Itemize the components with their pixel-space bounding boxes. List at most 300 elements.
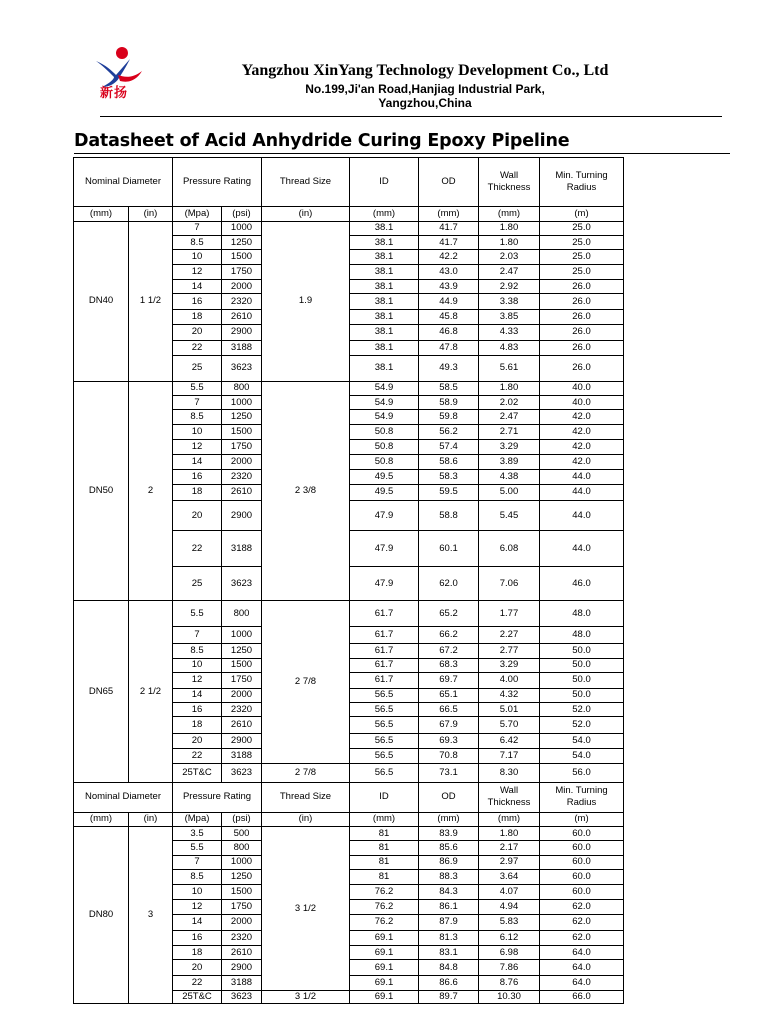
pressure-psi: 800: [222, 841, 262, 855]
thread-size: 2 7/8: [262, 601, 350, 764]
pressure-mpa: 22: [173, 749, 222, 764]
inner-diameter: 54.9: [350, 381, 419, 395]
pressure-mpa: 20: [173, 325, 222, 340]
unit-cell: (mm): [350, 207, 419, 221]
outer-diameter: 65.2: [419, 601, 479, 627]
unit-cell: (mm): [419, 812, 479, 826]
company-address: [160, 82, 690, 110]
min-turning-radius: 25.0: [540, 221, 624, 235]
pressure-mpa: 12: [173, 264, 222, 279]
thread-size: 2 3/8: [262, 381, 350, 601]
outer-diameter: 56.2: [419, 424, 479, 439]
pressure-psi: 2900: [222, 325, 262, 340]
wall-thickness: 6.08: [479, 531, 540, 567]
header-divider: [100, 116, 722, 117]
inner-diameter: 76.2: [350, 899, 419, 914]
pressure-psi: 3623: [222, 991, 262, 1004]
units-row: [74, 812, 624, 826]
wall-thickness: 7.06: [479, 567, 540, 601]
pressure-mpa: 8.5: [173, 644, 222, 658]
units-row: [74, 207, 624, 221]
min-turning-radius: 26.0: [540, 340, 624, 355]
outer-diameter: 47.8: [419, 340, 479, 355]
inner-diameter: 56.5: [350, 688, 419, 702]
pressure-psi: 3188: [222, 975, 262, 990]
pressure-psi: 1000: [222, 221, 262, 235]
unit-cell: (psi): [222, 812, 262, 826]
pressure-psi: 2900: [222, 733, 262, 748]
inner-diameter: 38.1: [350, 264, 419, 279]
outer-diameter: 58.9: [419, 396, 479, 410]
header-row: [74, 158, 624, 207]
nominal-diameter-mm: DN80: [74, 827, 129, 1004]
min-turning-radius: 60.0: [540, 870, 624, 885]
nominal-diameter-in: 2: [129, 381, 173, 601]
page-title: Datasheet of Acid Anhydride Curing Epoxy Pipeline: [74, 131, 570, 151]
outer-diameter: 58.6: [419, 454, 479, 469]
outer-diameter: 67.2: [419, 644, 479, 658]
unit-cell: (in): [262, 812, 350, 826]
header-min-turning-radius: Min. Turning Radius: [540, 782, 624, 812]
min-turning-radius: 42.0: [540, 424, 624, 439]
inner-diameter: 56.5: [350, 749, 419, 764]
pressure-mpa: 10: [173, 885, 222, 899]
header-od: OD: [419, 782, 479, 812]
inner-diameter: 76.2: [350, 885, 419, 899]
table-row: [74, 601, 624, 627]
wall-thickness: 6.42: [479, 733, 540, 748]
pressure-mpa: 7: [173, 855, 222, 869]
outer-diameter: 73.1: [419, 764, 479, 782]
unit-cell: (mm): [479, 812, 540, 826]
inner-diameter: 38.1: [350, 356, 419, 382]
wall-thickness: 6.98: [479, 946, 540, 960]
min-turning-radius: 64.0: [540, 960, 624, 975]
outer-diameter: 69.7: [419, 673, 479, 688]
inner-diameter: 38.1: [350, 236, 419, 250]
nominal-diameter-mm: DN65: [74, 601, 129, 783]
outer-diameter: 87.9: [419, 915, 479, 930]
pressure-psi: 1750: [222, 673, 262, 688]
address-line-2: Yangzhou,China: [378, 96, 472, 110]
pressure-psi: 2610: [222, 946, 262, 960]
wall-thickness: 1.77: [479, 601, 540, 627]
inner-diameter: 38.1: [350, 325, 419, 340]
pressure-psi: 2320: [222, 469, 262, 484]
unit-cell: (in): [129, 812, 173, 826]
wall-thickness: 4.83: [479, 340, 540, 355]
pressure-psi: 1250: [222, 236, 262, 250]
wall-thickness: 4.38: [479, 469, 540, 484]
wall-thickness: 1.80: [479, 827, 540, 841]
outer-diameter: 86.9: [419, 855, 479, 869]
datasheet-table: [73, 157, 624, 1004]
min-turning-radius: 25.0: [540, 250, 624, 264]
nominal-diameter-in: 3: [129, 827, 173, 1004]
pressure-mpa: 5.5: [173, 601, 222, 627]
header-nominal-diameter: Nominal Diameter: [74, 782, 173, 812]
pressure-psi: 2000: [222, 280, 262, 294]
min-turning-radius: 56.0: [540, 764, 624, 782]
thread-size: 1.9: [262, 221, 350, 381]
outer-diameter: 44.9: [419, 294, 479, 309]
pressure-psi: 1750: [222, 440, 262, 454]
outer-diameter: 84.3: [419, 885, 479, 899]
wall-thickness: 7.17: [479, 749, 540, 764]
min-turning-radius: 54.0: [540, 749, 624, 764]
outer-diameter: 81.3: [419, 930, 479, 945]
pressure-psi: 3623: [222, 764, 262, 782]
nominal-diameter-in: 2 1/2: [129, 601, 173, 783]
unit-cell: (in): [262, 207, 350, 221]
outer-diameter: 42.2: [419, 250, 479, 264]
pressure-psi: 3188: [222, 749, 262, 764]
min-turning-radius: 42.0: [540, 440, 624, 454]
inner-diameter: 38.1: [350, 221, 419, 235]
inner-diameter: 61.7: [350, 658, 419, 672]
min-turning-radius: 26.0: [540, 280, 624, 294]
min-turning-radius: 62.0: [540, 930, 624, 945]
inner-diameter: 61.7: [350, 673, 419, 688]
pressure-mpa: 12: [173, 440, 222, 454]
outer-diameter: 59.8: [419, 410, 479, 424]
wall-thickness: 5.83: [479, 915, 540, 930]
inner-diameter: 38.1: [350, 280, 419, 294]
pressure-mpa: 25T&C: [173, 991, 222, 1004]
min-turning-radius: 40.0: [540, 381, 624, 395]
pressure-psi: 1250: [222, 644, 262, 658]
inner-diameter: 47.9: [350, 531, 419, 567]
wall-thickness: 3.64: [479, 870, 540, 885]
outer-diameter: 46.8: [419, 325, 479, 340]
wall-thickness: 1.80: [479, 381, 540, 395]
table-row: [74, 221, 624, 235]
inner-diameter: 61.7: [350, 644, 419, 658]
wall-thickness: 7.86: [479, 960, 540, 975]
unit-cell: (psi): [222, 207, 262, 221]
pressure-mpa: 18: [173, 946, 222, 960]
min-turning-radius: 44.0: [540, 485, 624, 500]
min-turning-radius: 25.0: [540, 236, 624, 250]
thread-size: 3 1/2: [262, 827, 350, 991]
min-turning-radius: 44.0: [540, 500, 624, 531]
pressure-psi: 1000: [222, 855, 262, 869]
inner-diameter: 49.5: [350, 485, 419, 500]
pressure-mpa: 20: [173, 500, 222, 531]
header-id: ID: [350, 782, 419, 812]
min-turning-radius: 50.0: [540, 658, 624, 672]
wall-thickness: 3.38: [479, 294, 540, 309]
pressure-mpa: 14: [173, 280, 222, 294]
unit-cell: (mm): [350, 812, 419, 826]
pressure-mpa: 22: [173, 531, 222, 567]
min-turning-radius: 40.0: [540, 396, 624, 410]
wall-thickness: 2.27: [479, 626, 540, 643]
min-turning-radius: 60.0: [540, 855, 624, 869]
inner-diameter: 81: [350, 827, 419, 841]
wall-thickness: 3.89: [479, 454, 540, 469]
thread-size: 2 7/8: [262, 764, 350, 782]
pressure-psi: 2320: [222, 930, 262, 945]
unit-cell: (mm): [419, 207, 479, 221]
min-turning-radius: 66.0: [540, 991, 624, 1004]
inner-diameter: 81: [350, 870, 419, 885]
pressure-mpa: 20: [173, 960, 222, 975]
inner-diameter: 56.5: [350, 717, 419, 733]
wall-thickness: 10.30: [479, 991, 540, 1004]
title-underline: [74, 153, 730, 154]
inner-diameter: 54.9: [350, 396, 419, 410]
min-turning-radius: 50.0: [540, 644, 624, 658]
min-turning-radius: 64.0: [540, 946, 624, 960]
pressure-psi: 2610: [222, 485, 262, 500]
inner-diameter: 38.1: [350, 340, 419, 355]
pressure-mpa: 14: [173, 915, 222, 930]
wall-thickness: 8.76: [479, 975, 540, 990]
outer-diameter: 65.1: [419, 688, 479, 702]
pressure-psi: 3623: [222, 356, 262, 382]
min-turning-radius: 62.0: [540, 899, 624, 914]
min-turning-radius: 26.0: [540, 356, 624, 382]
pressure-mpa: 10: [173, 424, 222, 439]
inner-diameter: 81: [350, 841, 419, 855]
wall-thickness: 2.97: [479, 855, 540, 869]
wall-thickness: 5.70: [479, 717, 540, 733]
wall-thickness: 5.61: [479, 356, 540, 382]
wall-thickness: 2.77: [479, 644, 540, 658]
wall-thickness: 1.80: [479, 221, 540, 235]
thread-size: 3 1/2: [262, 991, 350, 1004]
pressure-mpa: 18: [173, 485, 222, 500]
min-turning-radius: 50.0: [540, 688, 624, 702]
outer-diameter: 85.6: [419, 841, 479, 855]
pressure-psi: 800: [222, 601, 262, 627]
nominal-diameter-mm: DN50: [74, 381, 129, 601]
pressure-mpa: 16: [173, 469, 222, 484]
inner-diameter: 47.9: [350, 500, 419, 531]
pressure-mpa: 5.5: [173, 381, 222, 395]
outer-diameter: 68.3: [419, 658, 479, 672]
pressure-mpa: 22: [173, 340, 222, 355]
outer-diameter: 58.5: [419, 381, 479, 395]
wall-thickness: 2.02: [479, 396, 540, 410]
wall-thickness: 5.45: [479, 500, 540, 531]
outer-diameter: 43.9: [419, 280, 479, 294]
unit-cell: (Mpa): [173, 207, 222, 221]
min-turning-radius: 25.0: [540, 264, 624, 279]
pressure-mpa: 16: [173, 702, 222, 716]
pressure-psi: 2320: [222, 702, 262, 716]
wall-thickness: 2.71: [479, 424, 540, 439]
outer-diameter: 41.7: [419, 221, 479, 235]
outer-diameter: 58.8: [419, 500, 479, 531]
pressure-psi: 1500: [222, 885, 262, 899]
outer-diameter: 67.9: [419, 717, 479, 733]
wall-thickness: 3.85: [479, 309, 540, 324]
wall-thickness: 4.07: [479, 885, 540, 899]
outer-diameter: 41.7: [419, 236, 479, 250]
inner-diameter: 38.1: [350, 294, 419, 309]
outer-diameter: 43.0: [419, 264, 479, 279]
pressure-mpa: 7: [173, 626, 222, 643]
outer-diameter: 83.9: [419, 827, 479, 841]
pressure-mpa: 8.5: [173, 870, 222, 885]
pressure-psi: 2000: [222, 454, 262, 469]
min-turning-radius: 42.0: [540, 454, 624, 469]
min-turning-radius: 60.0: [540, 885, 624, 899]
header-wall-thickness: Wall Thickness: [479, 782, 540, 812]
min-turning-radius: 44.0: [540, 531, 624, 567]
wall-thickness: 4.32: [479, 688, 540, 702]
outer-diameter: 66.2: [419, 626, 479, 643]
unit-cell: (mm): [74, 207, 129, 221]
outer-diameter: 49.3: [419, 356, 479, 382]
outer-diameter: 57.4: [419, 440, 479, 454]
pressure-mpa: 3.5: [173, 827, 222, 841]
pressure-mpa: 10: [173, 658, 222, 672]
unit-cell: (in): [129, 207, 173, 221]
min-turning-radius: 48.0: [540, 601, 624, 627]
inner-diameter: 38.1: [350, 250, 419, 264]
inner-diameter: 76.2: [350, 915, 419, 930]
inner-diameter: 69.1: [350, 946, 419, 960]
nominal-diameter-in: 1 1/2: [129, 221, 173, 381]
pressure-mpa: 8.5: [173, 236, 222, 250]
pressure-psi: 1000: [222, 396, 262, 410]
unit-cell: (m): [540, 812, 624, 826]
outer-diameter: 45.8: [419, 309, 479, 324]
outer-diameter: 86.1: [419, 899, 479, 914]
outer-diameter: 58.3: [419, 469, 479, 484]
pressure-psi: 1250: [222, 410, 262, 424]
unit-cell: (m): [540, 207, 624, 221]
min-turning-radius: 60.0: [540, 841, 624, 855]
pressure-mpa: 25: [173, 356, 222, 382]
pressure-mpa: 8.5: [173, 410, 222, 424]
wall-thickness: 6.12: [479, 930, 540, 945]
header-thread-size: Thread Size: [262, 158, 350, 207]
min-turning-radius: 54.0: [540, 733, 624, 748]
pressure-mpa: 7: [173, 221, 222, 235]
inner-diameter: 69.1: [350, 975, 419, 990]
pressure-mpa: 7: [173, 396, 222, 410]
pressure-psi: 1750: [222, 264, 262, 279]
wall-thickness: 8.30: [479, 764, 540, 782]
wall-thickness: 2.47: [479, 410, 540, 424]
pressure-mpa: 14: [173, 454, 222, 469]
inner-diameter: 54.9: [350, 410, 419, 424]
outer-diameter: 89.7: [419, 991, 479, 1004]
min-turning-radius: 52.0: [540, 702, 624, 716]
outer-diameter: 86.6: [419, 975, 479, 990]
outer-diameter: 69.3: [419, 733, 479, 748]
pressure-mpa: 20: [173, 733, 222, 748]
pressure-mpa: 5.5: [173, 841, 222, 855]
pressure-mpa: 16: [173, 930, 222, 945]
table-row: [74, 381, 624, 395]
wall-thickness: 2.92: [479, 280, 540, 294]
unit-cell: (Mpa): [173, 812, 222, 826]
pressure-mpa: 18: [173, 309, 222, 324]
min-turning-radius: 44.0: [540, 469, 624, 484]
unit-cell: (mm): [479, 207, 540, 221]
wall-thickness: 5.00: [479, 485, 540, 500]
wall-thickness: 3.29: [479, 440, 540, 454]
header-min-turning-radius: Min. Turning Radius: [540, 158, 624, 207]
pressure-mpa: 12: [173, 673, 222, 688]
header-od: OD: [419, 158, 479, 207]
wall-thickness: 2.17: [479, 841, 540, 855]
inner-diameter: 69.1: [350, 991, 419, 1004]
inner-diameter: 38.1: [350, 309, 419, 324]
outer-diameter: 59.5: [419, 485, 479, 500]
pressure-mpa: 14: [173, 688, 222, 702]
inner-diameter: 56.5: [350, 702, 419, 716]
outer-diameter: 70.8: [419, 749, 479, 764]
min-turning-radius: 64.0: [540, 975, 624, 990]
inner-diameter: 50.8: [350, 454, 419, 469]
pressure-mpa: 16: [173, 294, 222, 309]
pressure-mpa: 25: [173, 567, 222, 601]
inner-diameter: 69.1: [350, 960, 419, 975]
outer-diameter: 60.1: [419, 531, 479, 567]
pressure-psi: 1500: [222, 424, 262, 439]
min-turning-radius: 48.0: [540, 626, 624, 643]
pressure-psi: 2000: [222, 688, 262, 702]
min-turning-radius: 52.0: [540, 717, 624, 733]
inner-diameter: 81: [350, 855, 419, 869]
inner-diameter: 56.5: [350, 733, 419, 748]
unit-cell: (mm): [74, 812, 129, 826]
header-id: ID: [350, 158, 419, 207]
pressure-psi: 2610: [222, 717, 262, 733]
inner-diameter: 61.7: [350, 626, 419, 643]
min-turning-radius: 60.0: [540, 827, 624, 841]
pressure-mpa: 22: [173, 975, 222, 990]
logo-dot: [116, 47, 128, 59]
inner-diameter: 49.5: [350, 469, 419, 484]
pressure-psi: 1250: [222, 870, 262, 885]
header-wall-thickness: Wall Thickness: [479, 158, 540, 207]
inner-diameter: 50.8: [350, 424, 419, 439]
pressure-psi: 2900: [222, 500, 262, 531]
outer-diameter: 84.8: [419, 960, 479, 975]
pressure-psi: 2000: [222, 915, 262, 930]
pressure-psi: 2320: [222, 294, 262, 309]
wall-thickness: 2.03: [479, 250, 540, 264]
table-row: [74, 827, 624, 841]
wall-thickness: 1.80: [479, 236, 540, 250]
pressure-psi: 1000: [222, 626, 262, 643]
pressure-mpa: 18: [173, 717, 222, 733]
wall-thickness: 5.01: [479, 702, 540, 716]
pressure-mpa: 12: [173, 899, 222, 914]
pressure-psi: 3188: [222, 340, 262, 355]
header-nominal-diameter: Nominal Diameter: [74, 158, 173, 207]
min-turning-radius: 26.0: [540, 294, 624, 309]
wall-thickness: 3.29: [479, 658, 540, 672]
pressure-mpa: 10: [173, 250, 222, 264]
nominal-diameter-mm: DN40: [74, 221, 129, 381]
inner-diameter: 69.1: [350, 930, 419, 945]
address-line-1: No.199,Ji'an Road,Hanjiag Industrial Park,: [305, 82, 545, 96]
min-turning-radius: 42.0: [540, 410, 624, 424]
min-turning-radius: 46.0: [540, 567, 624, 601]
pressure-mpa: 25T&C: [173, 764, 222, 782]
header-row: [74, 782, 624, 812]
pressure-psi: 3623: [222, 567, 262, 601]
wall-thickness: 4.00: [479, 673, 540, 688]
